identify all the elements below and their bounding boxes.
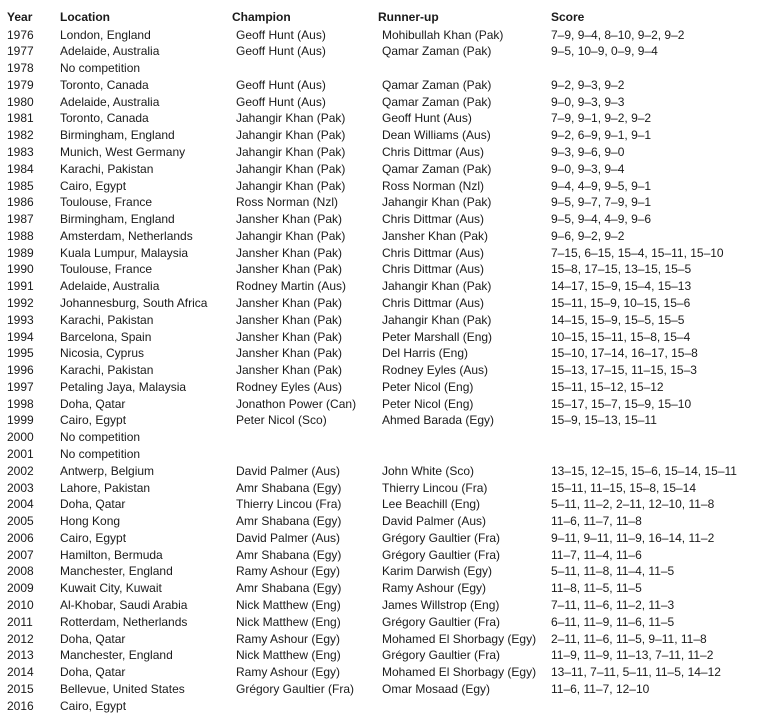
cell-runner-up: Mohamed El Shorbagy (Egy) bbox=[382, 665, 537, 680]
cell-location: No competition bbox=[60, 447, 141, 461]
cell-score: 9–0, 9–3, 9–3 bbox=[551, 94, 625, 109]
cell-location: Doha, Qatar bbox=[60, 631, 126, 646]
table-row bbox=[0, 563, 757, 580]
cell-location: Johannesburg, South Africa bbox=[60, 295, 208, 310]
table-row bbox=[0, 43, 757, 60]
cell-year: 1989 bbox=[7, 245, 34, 260]
cell-runner-up: Qamar Zaman (Pak) bbox=[382, 44, 492, 59]
cell-location: Doha, Qatar bbox=[60, 497, 126, 512]
cell-runner-up: Jahangir Khan (Pak) bbox=[382, 195, 492, 210]
cell-runner-up: Mohibullah Khan (Pak) bbox=[382, 27, 504, 42]
cell-year: 2004 bbox=[7, 497, 34, 512]
cell-champion: Jahangir Khan (Pak) bbox=[236, 144, 346, 159]
cell-location: Rotterdam, Netherlands bbox=[60, 614, 188, 629]
table-row bbox=[0, 312, 757, 329]
cell-champion: Geoff Hunt (Aus) bbox=[236, 44, 326, 59]
cell-runner-up: Ramy Ashour (Egy) bbox=[382, 581, 487, 596]
table-row bbox=[0, 295, 757, 312]
cell-score: 7–11, 11–6, 11–2, 11–3 bbox=[551, 598, 675, 613]
cell-location: Munich, West Germany bbox=[60, 144, 186, 159]
cell-location: Kuala Lumpur, Malaysia bbox=[60, 245, 189, 260]
cell-score: 9–5, 10–9, 0–9, 9–4 bbox=[551, 44, 658, 59]
cell-score: 9–2, 9–3, 9–2 bbox=[551, 77, 625, 92]
cell-year: 1986 bbox=[7, 195, 34, 210]
table-row bbox=[0, 379, 757, 396]
table-row bbox=[0, 698, 757, 715]
cell-year: 1999 bbox=[7, 413, 34, 428]
table-row bbox=[0, 580, 757, 597]
table-row bbox=[0, 27, 757, 44]
cell-champion: Jansher Khan (Pak) bbox=[236, 262, 343, 277]
table-row bbox=[0, 194, 757, 211]
cell-score: 13–11, 7–11, 5–11, 11–5, 14–12 bbox=[551, 665, 721, 680]
table-row bbox=[0, 664, 757, 681]
cell-champion: Jansher Khan (Pak) bbox=[236, 295, 343, 310]
cell-runner-up: Jansher Khan (Pak) bbox=[382, 228, 489, 243]
cell-champion: Rodney Martin (Aus) bbox=[236, 279, 347, 294]
cell-runner-up: Grégory Gaultier (Fra) bbox=[382, 530, 501, 545]
cell-champion: Jahangir Khan (Pak) bbox=[236, 228, 346, 243]
cell-champion: Grégory Gaultier (Fra) bbox=[236, 681, 355, 696]
cell-year: 1987 bbox=[7, 212, 34, 227]
cell-champion: Nick Matthew (Eng) bbox=[236, 648, 341, 663]
cell-score: 7–9, 9–4, 8–10, 9–2, 9–2 bbox=[551, 27, 685, 42]
cell-location: Petaling Jaya, Malaysia bbox=[60, 379, 187, 394]
cell-year: 2011 bbox=[7, 614, 33, 629]
cell-runner-up: Dean Williams (Aus) bbox=[382, 128, 491, 143]
table-row bbox=[0, 547, 757, 564]
cell-runner-up: Chris Dittmar (Aus) bbox=[382, 212, 485, 227]
table-header bbox=[0, 9, 757, 26]
cell-champion: Jansher Khan (Pak) bbox=[236, 346, 343, 361]
cell-location: Toronto, Canada bbox=[60, 77, 149, 92]
cell-location: No competition bbox=[60, 430, 141, 445]
cell-champion: Jahangir Khan (Pak) bbox=[236, 178, 346, 193]
cell-year: 2013 bbox=[7, 648, 34, 663]
cell-location: Lahore, Pakistan bbox=[60, 480, 151, 495]
cell-year: 1988 bbox=[7, 228, 34, 243]
cell-year: 1994 bbox=[7, 329, 34, 344]
cell-score: 9–2, 6–9, 9–1, 9–1 bbox=[551, 128, 652, 143]
cell-location: Cairo, Egypt bbox=[60, 178, 127, 193]
cell-score: 9–5, 9–4, 4–9, 9–6 bbox=[551, 212, 652, 227]
cell-runner-up: Jahangir Khan (Pak) bbox=[382, 279, 492, 294]
cell-champion: Nick Matthew (Eng) bbox=[236, 614, 341, 629]
cell-location: Toulouse, France bbox=[60, 262, 153, 277]
cell-champion: Geoff Hunt (Aus) bbox=[236, 94, 326, 109]
cell-score: 5–11, 11–8, 11–4, 11–5 bbox=[551, 564, 675, 579]
cell-champion: Jonathon Power (Can) bbox=[236, 396, 357, 411]
table-row bbox=[0, 446, 757, 463]
cell-location: Karachi, Pakistan bbox=[60, 312, 154, 327]
cell-year: 1997 bbox=[7, 379, 34, 394]
header-runner-up: Runner-up bbox=[378, 10, 439, 24]
cell-year: 2003 bbox=[7, 480, 34, 495]
table-row bbox=[0, 681, 757, 698]
table-row bbox=[0, 396, 757, 413]
cell-champion: Jansher Khan (Pak) bbox=[236, 245, 343, 260]
cell-score: 7–15, 6–15, 15–4, 15–11, 15–10 bbox=[551, 245, 724, 260]
cell-location: Manchester, England bbox=[60, 648, 173, 663]
cell-score: 7–9, 9–1, 9–2, 9–2 bbox=[551, 111, 652, 126]
cell-runner-up: Omar Mosaad (Egy) bbox=[382, 681, 491, 696]
cell-location: Antwerp, Belgium bbox=[60, 463, 155, 478]
cell-champion: Peter Nicol (Sco) bbox=[236, 413, 327, 428]
header-champion: Champion bbox=[232, 10, 291, 24]
table-row bbox=[0, 429, 757, 446]
cell-year: 1982 bbox=[7, 128, 34, 143]
cell-location: Toronto, Canada bbox=[60, 111, 149, 126]
cell-year: 1985 bbox=[7, 178, 34, 193]
cell-champion: Amr Shabana (Egy) bbox=[236, 480, 342, 495]
cell-champion: Geoff Hunt (Aus) bbox=[236, 77, 326, 92]
cell-year: 1998 bbox=[7, 396, 34, 411]
cell-runner-up: Chris Dittmar (Aus) bbox=[382, 245, 485, 260]
cell-location: No competition bbox=[60, 61, 141, 76]
cell-year: 2001 bbox=[7, 447, 34, 461]
cell-score: 9–0, 9–3, 9–4 bbox=[551, 161, 625, 176]
header-score: Score bbox=[551, 10, 585, 24]
cell-location: Adelaide, Australia bbox=[60, 94, 160, 109]
cell-champion: Nick Matthew (Eng) bbox=[236, 598, 341, 613]
cell-runner-up: Peter Marshall (Eng) bbox=[382, 329, 493, 344]
cell-champion: Amr Shabana (Egy) bbox=[236, 581, 342, 596]
table-row bbox=[0, 480, 757, 497]
cell-year: 1996 bbox=[7, 363, 34, 378]
cell-year: 2002 bbox=[7, 463, 34, 478]
cell-score: 9–3, 9–6, 9–0 bbox=[551, 144, 625, 159]
cell-year: 2006 bbox=[7, 530, 34, 545]
cell-year: 2016 bbox=[7, 698, 34, 713]
table-row bbox=[0, 513, 757, 530]
table-row bbox=[0, 77, 757, 94]
cell-score: 15–11, 11–15, 15–8, 15–14 bbox=[551, 480, 697, 495]
cell-champion: Amr Shabana (Egy) bbox=[236, 514, 342, 529]
table-row bbox=[0, 329, 757, 346]
cell-year: 2000 bbox=[7, 430, 34, 445]
cell-score: 13–15, 12–15, 15–6, 15–14, 15–11 bbox=[551, 463, 737, 478]
cell-champion: Jansher Khan (Pak) bbox=[236, 312, 343, 327]
cell-champion: Jahangir Khan (Pak) bbox=[236, 111, 346, 126]
cell-score: 9–6, 9–2, 9–2 bbox=[551, 228, 625, 243]
table-row bbox=[0, 127, 757, 144]
cell-location: Al-Khobar, Saudi Arabia bbox=[60, 598, 188, 613]
cell-score: 14–15, 15–9, 15–5, 15–5 bbox=[551, 312, 685, 327]
cell-score: 2–11, 11–6, 11–5, 9–11, 11–8 bbox=[551, 631, 707, 646]
cell-champion: Rodney Eyles (Aus) bbox=[236, 379, 343, 394]
cell-runner-up: Jahangir Khan (Pak) bbox=[382, 312, 492, 327]
cell-runner-up: Peter Nicol (Eng) bbox=[382, 379, 474, 394]
cell-location: Karachi, Pakistan bbox=[60, 363, 154, 378]
cell-year: 1978 bbox=[7, 61, 34, 76]
cell-champion: Jahangir Khan (Pak) bbox=[236, 161, 346, 176]
table-row bbox=[0, 144, 757, 161]
cell-score: 15–8, 17–15, 13–15, 15–5 bbox=[551, 262, 692, 277]
cell-year: 2010 bbox=[7, 598, 34, 613]
cell-champion: Jahangir Khan (Pak) bbox=[236, 128, 346, 143]
header-year: Year bbox=[7, 10, 33, 24]
cell-year: 1991 bbox=[7, 279, 34, 294]
cell-runner-up: David Palmer (Aus) bbox=[382, 514, 487, 529]
cell-score: 9–4, 4–9, 9–5, 9–1 bbox=[551, 178, 652, 193]
table-row bbox=[0, 211, 757, 228]
cell-runner-up: Thierry Lincou (Fra) bbox=[382, 480, 488, 495]
cell-location: Toulouse, France bbox=[60, 195, 153, 210]
cell-runner-up: Rodney Eyles (Aus) bbox=[382, 363, 489, 378]
cell-year: 1992 bbox=[7, 295, 34, 310]
cell-year: 1976 bbox=[7, 27, 34, 42]
cell-year: 2009 bbox=[7, 581, 34, 596]
cell-location: Birmingham, England bbox=[60, 212, 175, 227]
cell-location: Karachi, Pakistan bbox=[60, 161, 154, 176]
cell-year: 1979 bbox=[7, 77, 34, 92]
cell-location: Hong Kong bbox=[60, 514, 121, 529]
cell-runner-up: Qamar Zaman (Pak) bbox=[382, 94, 492, 109]
cell-year: 2014 bbox=[7, 665, 34, 680]
cell-champion: Geoff Hunt (Aus) bbox=[236, 27, 326, 42]
cell-score: 15–10, 17–14, 16–17, 15–8 bbox=[551, 346, 698, 361]
cell-champion: Jansher Khan (Pak) bbox=[236, 363, 343, 378]
table-row bbox=[0, 362, 757, 379]
cell-location: Cairo, Egypt bbox=[60, 413, 127, 428]
cell-year: 2012 bbox=[7, 631, 34, 646]
cell-year: 1980 bbox=[7, 94, 34, 109]
cell-year: 1995 bbox=[7, 346, 34, 361]
cell-year: 1983 bbox=[7, 144, 34, 159]
table-row bbox=[0, 647, 757, 664]
cell-location: Cairo, Egypt bbox=[60, 698, 127, 713]
cell-score: 10–15, 15–11, 15–8, 15–4 bbox=[551, 329, 691, 344]
table-row bbox=[0, 412, 757, 429]
header-location: Location bbox=[60, 10, 110, 24]
cell-year: 2007 bbox=[7, 547, 34, 562]
cell-year: 1984 bbox=[7, 161, 34, 176]
cell-location: Hamilton, Bermuda bbox=[60, 547, 163, 562]
cell-score: 11–7, 11–4, 11–6 bbox=[551, 547, 642, 562]
cell-runner-up: Peter Nicol (Eng) bbox=[382, 396, 474, 411]
cell-champion: Ramy Ashour (Egy) bbox=[236, 665, 341, 680]
cell-location: Doha, Qatar bbox=[60, 396, 126, 411]
cell-runner-up: Grégory Gaultier (Fra) bbox=[382, 614, 501, 629]
cell-score: 5–11, 11–2, 2–11, 12–10, 11–8 bbox=[551, 497, 715, 512]
cell-location: Cairo, Egypt bbox=[60, 530, 127, 545]
cell-year: 1993 bbox=[7, 312, 34, 327]
cell-champion: Jansher Khan (Pak) bbox=[236, 329, 343, 344]
cell-location: Manchester, England bbox=[60, 564, 173, 579]
cell-year: 2015 bbox=[7, 681, 34, 696]
table-row bbox=[0, 278, 757, 295]
cell-champion: David Palmer (Aus) bbox=[236, 530, 341, 545]
table-row bbox=[0, 261, 757, 278]
cell-runner-up: Chris Dittmar (Aus) bbox=[382, 295, 485, 310]
cell-score: 14–17, 15–9, 15–4, 15–13 bbox=[551, 279, 692, 294]
table-row bbox=[0, 597, 757, 614]
cell-score: 11–6, 11–7, 11–8 bbox=[551, 514, 642, 529]
cell-score: 11–6, 11–7, 12–10 bbox=[551, 681, 650, 696]
cell-score: 15–13, 17–15, 11–15, 15–3 bbox=[551, 363, 697, 378]
cell-year: 2005 bbox=[7, 514, 34, 529]
table-row bbox=[0, 496, 757, 513]
cell-champion: Ross Norman (Nzl) bbox=[236, 195, 339, 210]
cell-runner-up: Qamar Zaman (Pak) bbox=[382, 77, 492, 92]
cell-runner-up: Mohamed El Shorbagy (Egy) bbox=[382, 631, 537, 646]
table-row bbox=[0, 463, 757, 480]
cell-location: Doha, Qatar bbox=[60, 665, 126, 680]
table-row bbox=[0, 631, 757, 648]
cell-score: 15–17, 15–7, 15–9, 15–10 bbox=[551, 396, 692, 411]
cell-year: 1990 bbox=[7, 262, 34, 277]
cell-champion: Jansher Khan (Pak) bbox=[236, 212, 343, 227]
cell-runner-up: Grégory Gaultier (Fra) bbox=[382, 648, 501, 663]
cell-location: London, England bbox=[60, 27, 151, 42]
table-row bbox=[0, 60, 757, 77]
table-row bbox=[0, 94, 757, 111]
table-row bbox=[0, 178, 757, 195]
cell-runner-up: Ahmed Barada (Egy) bbox=[382, 413, 495, 428]
cell-runner-up: Chris Dittmar (Aus) bbox=[382, 262, 485, 277]
cell-runner-up: Grégory Gaultier (Fra) bbox=[382, 547, 501, 562]
table-row bbox=[0, 345, 757, 362]
cell-runner-up: James Willstrop (Eng) bbox=[382, 598, 500, 613]
table-row bbox=[0, 161, 757, 178]
cell-location: Bellevue, United States bbox=[60, 681, 185, 696]
table-row bbox=[0, 110, 757, 127]
cell-location: Nicosia, Cyprus bbox=[60, 346, 145, 361]
cell-champion: Amr Shabana (Egy) bbox=[236, 547, 342, 562]
cell-score: 11–9, 11–9, 11–13, 7–11, 11–2 bbox=[551, 648, 714, 663]
cell-score: 9–11, 9–11, 11–9, 16–14, 11–2 bbox=[551, 530, 715, 545]
cell-location: Birmingham, England bbox=[60, 128, 175, 143]
table-row bbox=[0, 614, 757, 631]
table-row bbox=[0, 245, 757, 262]
cell-location: Adelaide, Australia bbox=[60, 279, 160, 294]
cell-location: Barcelona, Spain bbox=[60, 329, 152, 344]
cell-runner-up: Geoff Hunt (Aus) bbox=[382, 111, 472, 126]
cell-champion: Ramy Ashour (Egy) bbox=[236, 564, 341, 579]
cell-year: 1977 bbox=[7, 44, 34, 59]
table-row bbox=[0, 228, 757, 245]
cell-runner-up: Lee Beachill (Eng) bbox=[382, 497, 481, 512]
cell-runner-up: Karim Darwish (Egy) bbox=[382, 564, 493, 579]
cell-champion: Ramy Ashour (Egy) bbox=[236, 631, 341, 646]
cell-runner-up: Ross Norman (Nzl) bbox=[382, 178, 485, 193]
cell-score: 11–8, 11–5, 11–5 bbox=[551, 581, 642, 596]
cell-runner-up: Del Harris (Eng) bbox=[382, 346, 469, 361]
cell-runner-up: John White (Sco) bbox=[382, 463, 475, 478]
cell-year: 1981 bbox=[7, 111, 34, 126]
cell-location: Amsterdam, Netherlands bbox=[60, 228, 193, 243]
cell-runner-up: Qamar Zaman (Pak) bbox=[382, 161, 492, 176]
cell-score: 15–9, 15–13, 15–11 bbox=[551, 413, 657, 428]
table-row bbox=[0, 530, 757, 547]
cell-champion: Thierry Lincou (Fra) bbox=[236, 497, 342, 512]
cell-year: 2008 bbox=[7, 564, 34, 579]
cell-score: 15–11, 15–12, 15–12 bbox=[551, 379, 664, 394]
cell-score: 15–11, 15–9, 10–15, 15–6 bbox=[551, 295, 691, 310]
cell-location: Kuwait City, Kuwait bbox=[60, 581, 162, 596]
cell-score: 6–11, 11–9, 11–6, 11–5 bbox=[551, 614, 675, 629]
cell-champion: David Palmer (Aus) bbox=[236, 463, 341, 478]
cell-location: Adelaide, Australia bbox=[60, 44, 160, 59]
cell-runner-up: Chris Dittmar (Aus) bbox=[382, 144, 485, 159]
cell-score: 9–5, 9–7, 7–9, 9–1 bbox=[551, 195, 652, 210]
